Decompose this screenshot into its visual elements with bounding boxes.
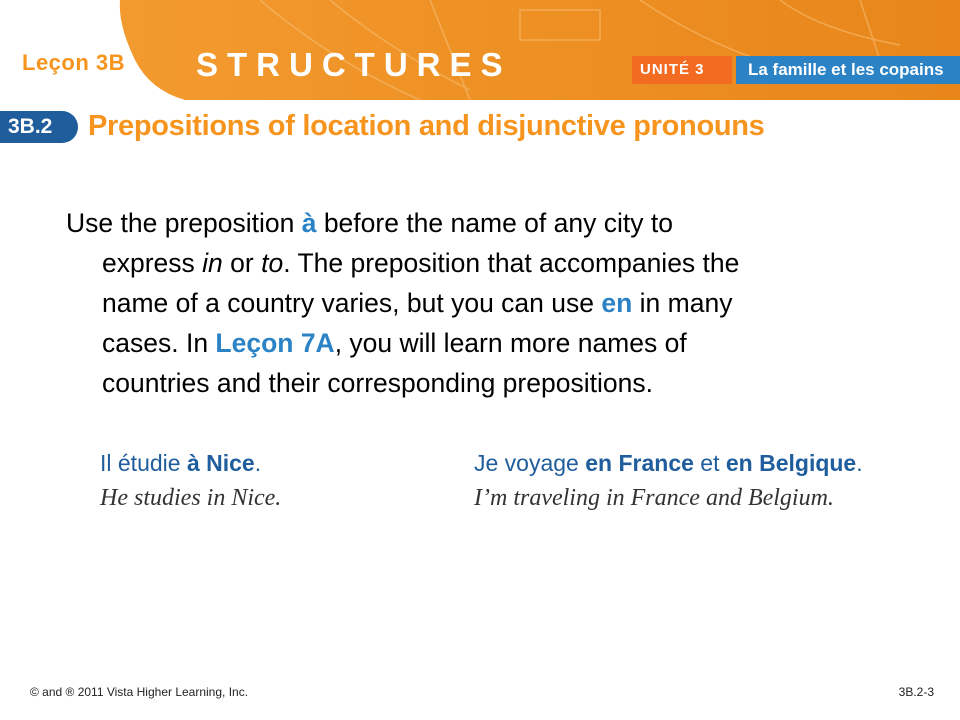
body-text-segment: in many bbox=[632, 288, 733, 318]
example-1 bbox=[100, 450, 281, 512]
body-text-segment: , you will learn more names of bbox=[334, 328, 687, 358]
body-paragraph bbox=[66, 203, 896, 403]
structures-title: STRUCTURES bbox=[196, 46, 512, 83]
body-text-segment: Use the preposition bbox=[66, 208, 302, 238]
body-text-segment: or bbox=[222, 248, 262, 278]
highlight-en: en bbox=[601, 288, 633, 318]
unit-subtitle: La famille et les copains bbox=[748, 60, 944, 79]
example-french bbox=[474, 450, 863, 477]
example-fr-part: . bbox=[856, 450, 863, 476]
body-text-segment: name of a country varies, but you can use bbox=[102, 288, 602, 318]
footer-copyright: © and ® 2011 Vista Higher Learning, Inc. bbox=[30, 685, 249, 699]
example-english: I’m traveling in France and Belgium. bbox=[474, 485, 834, 511]
example-french bbox=[100, 450, 281, 477]
slide-number: 3B.2-3 bbox=[898, 685, 934, 699]
body-text-segment: . The preposition that accompanies the bbox=[283, 248, 740, 278]
unit-tag: UNITÉ 3 bbox=[640, 61, 705, 78]
highlight-a: à bbox=[301, 208, 317, 238]
example-fr-part: et bbox=[693, 450, 726, 476]
body-text-segment: express bbox=[102, 248, 203, 278]
body-text-segment: before the name of any city to bbox=[316, 208, 673, 238]
example-fr-bold: en Belgique bbox=[725, 450, 857, 476]
example-fr-bold: en France bbox=[585, 450, 694, 476]
example-fr-part: Je voyage bbox=[474, 450, 586, 476]
section-badge bbox=[0, 111, 78, 143]
section-title: Prepositions of location and disjunctive pronouns bbox=[88, 110, 765, 142]
example-fr-part: Il étudie bbox=[100, 450, 187, 476]
lesson-label: Leçon 3B bbox=[22, 50, 126, 75]
body-text-segment: countries and their corresponding prepositions. bbox=[102, 368, 653, 398]
body-text-segment: cases. In bbox=[102, 328, 216, 358]
example-fr-part: . bbox=[254, 450, 262, 476]
header-banner bbox=[0, 0, 960, 100]
example-2 bbox=[474, 450, 863, 512]
section-number: 3B.2 bbox=[8, 115, 53, 138]
italic-to: to bbox=[261, 248, 284, 278]
highlight-lesson-link: Leçon 7A bbox=[215, 328, 335, 358]
italic-in: in bbox=[202, 248, 223, 278]
example-fr-bold: à Nice bbox=[186, 450, 255, 476]
example-english: He studies in Nice. bbox=[100, 485, 282, 511]
